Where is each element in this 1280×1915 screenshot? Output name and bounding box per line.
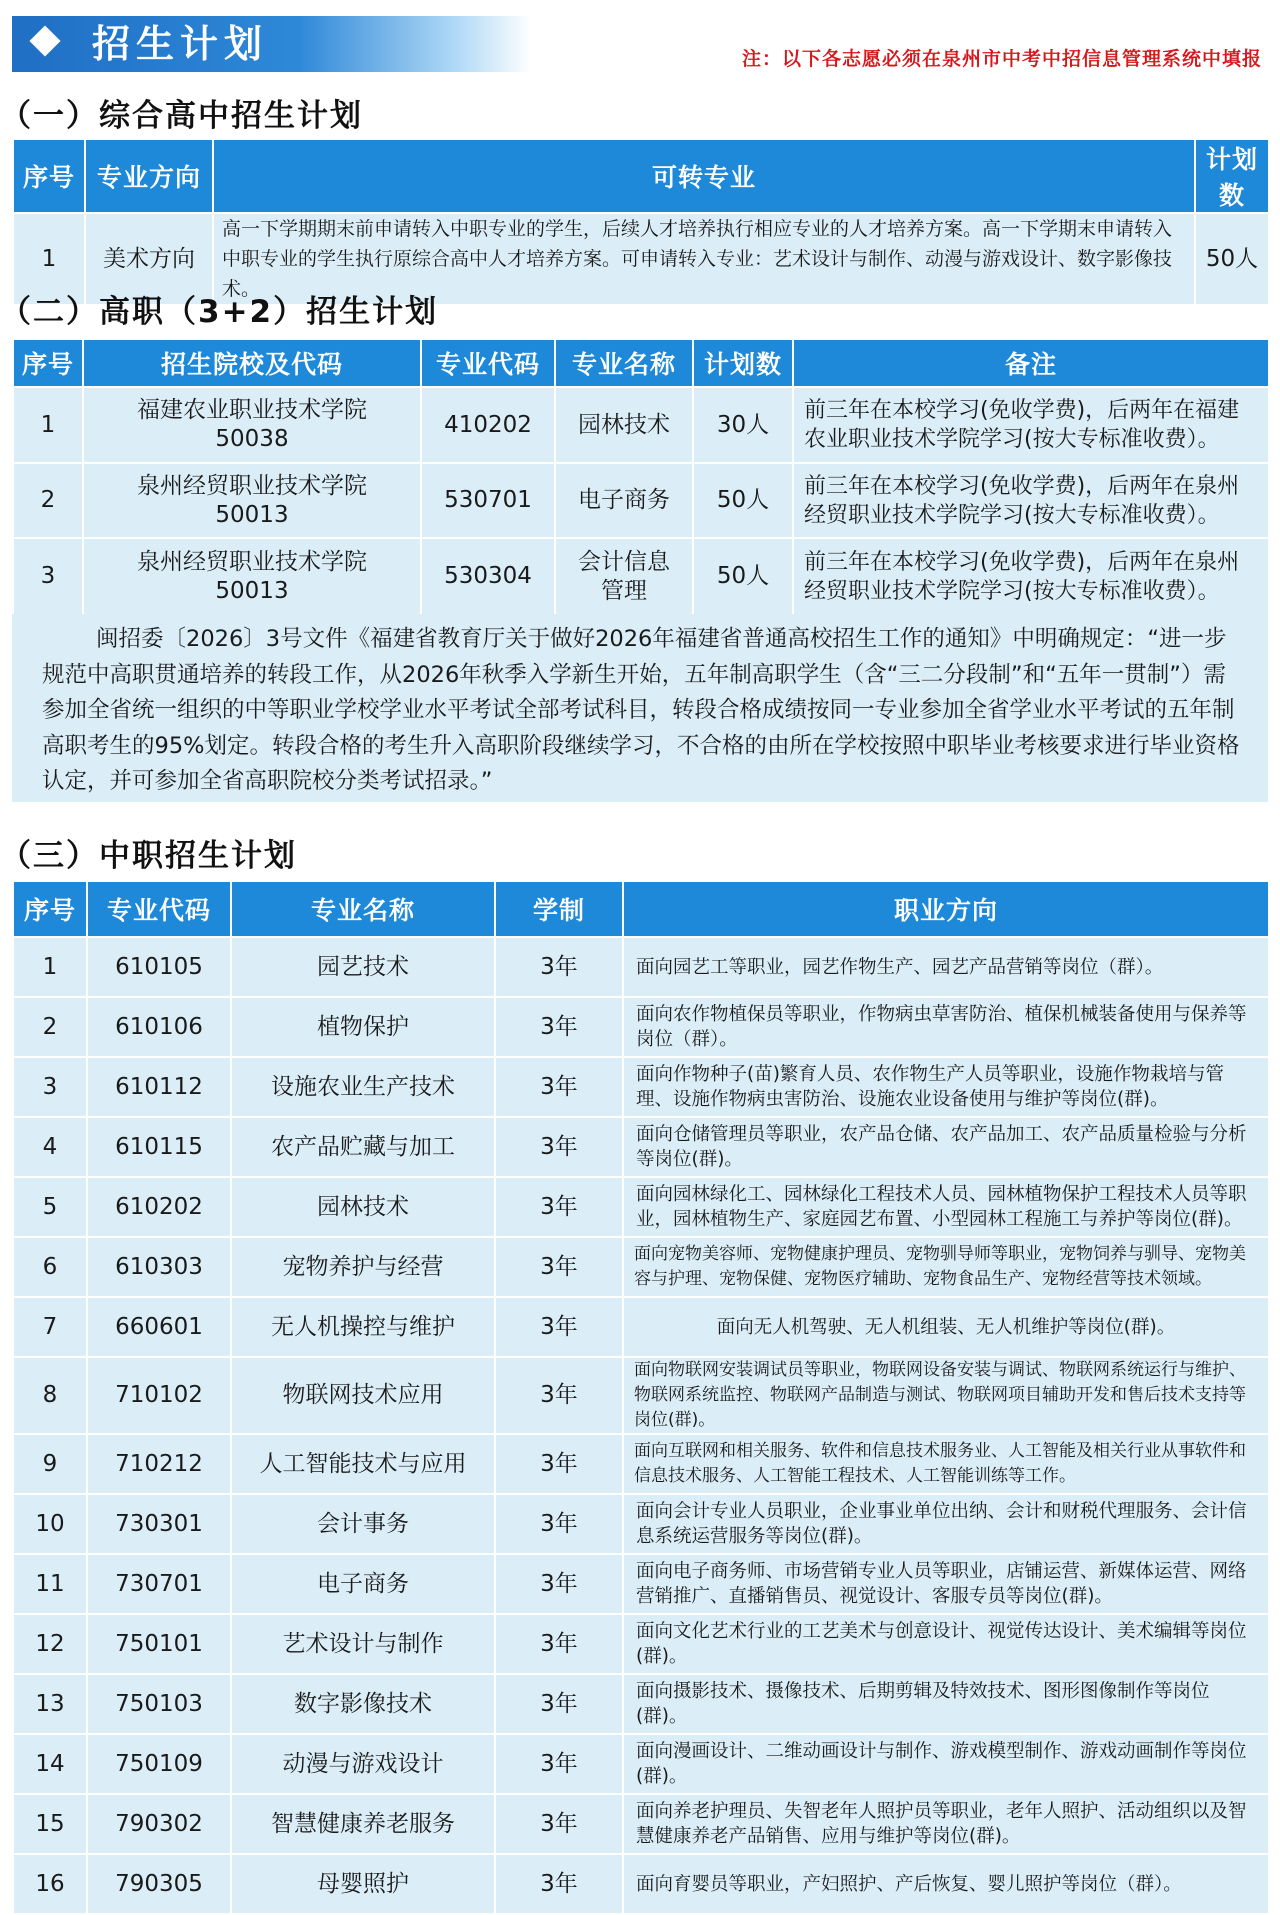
col-header-direction: 专业方向 — [85, 139, 213, 213]
table-row — [13, 538, 1269, 615]
row-years: 3年 — [495, 1237, 623, 1297]
row-no: 12 — [13, 1614, 87, 1674]
col-header-years: 学制 — [495, 881, 623, 937]
table-row — [13, 1734, 1269, 1794]
row-code: 710212 — [87, 1434, 231, 1494]
row-years: 3年 — [495, 1494, 623, 1554]
row-no: 13 — [13, 1674, 87, 1734]
school-code: 50013 — [215, 501, 289, 528]
row-no: 5 — [13, 1177, 87, 1237]
row-career: 面向园林绿化工、园林绿化工程技术人员、园林植物保护工程技术人员等职业，园林植物生产、家庭园艺布置、小型园林工程施工与养护等岗位(群)。 — [623, 1177, 1269, 1237]
row-code: 610303 — [87, 1237, 231, 1297]
row-count: 50人 — [693, 538, 793, 615]
row-no: 4 — [13, 1117, 87, 1177]
row-code: 410202 — [421, 387, 555, 463]
row-years: 3年 — [495, 1794, 623, 1854]
row-no: 2 — [13, 463, 83, 538]
row-no: 11 — [13, 1554, 87, 1614]
table-row — [13, 1494, 1269, 1554]
table-body — [13, 937, 1269, 1914]
col-header-code: 专业代码 — [87, 881, 231, 937]
row-no: 10 — [13, 1494, 87, 1554]
col-header-code: 专业代码 — [421, 339, 555, 387]
row-career: 面向互联网和相关服务、软件和信息技术服务业、人工智能及相关行业从事软件和信息技术服务、人工智能工程技术、人工智能训练等工作。 — [623, 1434, 1269, 1494]
row-career: 面向养老护理员、失智老年人照护员等职业，老年人照护、活动组织以及智慧健康养老产品销售、应用与维护等岗位(群)。 — [623, 1794, 1269, 1854]
table-row — [13, 1177, 1269, 1237]
col-header-no: 序号 — [13, 339, 83, 387]
row-no: 1 — [13, 387, 83, 463]
row-career: 面向作物种子(苗)繁育人员、农作物生产人员等职业，设施作物栽培与管理、设施作物病虫害防治、设施农业设备使用与维护等岗位(群)。 — [623, 1057, 1269, 1117]
school-name: 福建农业职业技术学院 — [137, 397, 367, 423]
row-years: 3年 — [495, 1297, 623, 1357]
col-header-no: 序号 — [13, 881, 87, 937]
row-major-name: 物联网技术应用 — [231, 1357, 495, 1434]
table-row — [13, 463, 1269, 538]
row-code: 750101 — [87, 1614, 231, 1674]
row-years: 3年 — [495, 1674, 623, 1734]
row-career: 面向漫画设计、二维动画设计与制作、游戏模型制作、游戏动画制作等岗位(群)。 — [623, 1734, 1269, 1794]
row-remark: 前三年在本校学习(免收学费)，后两年在福建农业职业技术学院学习(按大专标准收费）。 — [793, 387, 1269, 463]
row-code: 610106 — [87, 997, 231, 1057]
row-years: 3年 — [495, 1434, 623, 1494]
row-major: 园林技术 — [555, 387, 693, 463]
diamond-icon — [29, 25, 60, 56]
row-years: 3年 — [495, 1554, 623, 1614]
row-count: 30人 — [693, 387, 793, 463]
row-no: 2 — [13, 997, 87, 1057]
col-header-career: 职业方向 — [623, 881, 1269, 937]
row-major-name: 设施农业生产技术 — [231, 1057, 495, 1117]
row-code: 730301 — [87, 1494, 231, 1554]
row-major-name: 会计事务 — [231, 1494, 495, 1554]
comprehensive-plan-table — [12, 138, 1270, 306]
row-major-name: 农产品贮藏与加工 — [231, 1117, 495, 1177]
row-no: 3 — [13, 1057, 87, 1117]
row-no: 1 — [13, 937, 87, 997]
col-header-no: 序号 — [13, 139, 85, 213]
table-header-row — [13, 139, 1269, 213]
row-career: 面向育婴员等职业，产妇照护、产后恢复、婴儿照护等岗位（群）。 — [623, 1854, 1269, 1914]
row-major-name: 宠物养护与经营 — [231, 1237, 495, 1297]
row-no: 14 — [13, 1734, 87, 1794]
row-no: 16 — [13, 1854, 87, 1914]
row-no: 7 — [13, 1297, 87, 1357]
table-row — [13, 1614, 1269, 1674]
row-years: 3年 — [495, 937, 623, 997]
row-major-name: 园林技术 — [231, 1177, 495, 1237]
row-career: 面向农作物植保员等职业，作物病虫草害防治、植保机械装备使用与保养等岗位（群）。 — [623, 997, 1269, 1057]
row-major: 会计信息管理 — [555, 538, 693, 615]
row-career: 面向无人机驾驶、无人机组装、无人机维护等岗位(群)。 — [623, 1297, 1269, 1357]
row-code: 790302 — [87, 1794, 231, 1854]
table-row — [13, 1674, 1269, 1734]
col-header-count: 计划数 — [1195, 139, 1269, 213]
row-school — [83, 463, 421, 538]
table-header-row — [13, 339, 1269, 387]
row-code: 710102 — [87, 1357, 231, 1434]
row-career: 面向宠物美容师、宠物健康护理员、宠物驯导师等职业，宠物饲养与驯导、宠物美容与护理、宠物保健、宠物医疗辅助、宠物食品生产、宠物经营等技术领域。 — [623, 1237, 1269, 1297]
row-years: 3年 — [495, 1734, 623, 1794]
table-row — [13, 997, 1269, 1057]
row-no: 15 — [13, 1794, 87, 1854]
table-row — [13, 1554, 1269, 1614]
row-code: 750109 — [87, 1734, 231, 1794]
row-count: 50人 — [693, 463, 793, 538]
table-row — [13, 1854, 1269, 1914]
col-header-remark: 备注 — [793, 339, 1269, 387]
higher-vocational-plan-table — [12, 338, 1270, 616]
row-career: 面向会计专业人员职业，企业事业单位出纳、会计和财税代理服务、会计信息系统运营服务等岗位(群)。 — [623, 1494, 1269, 1554]
row-years: 3年 — [495, 1614, 623, 1674]
row-major: 电子商务 — [555, 463, 693, 538]
row-major-name: 智慧健康养老服务 — [231, 1794, 495, 1854]
row-no: 8 — [13, 1357, 87, 1434]
row-career: 面向摄影技术、摄像技术、后期剪辑及特效技术、图形图像制作等岗位(群)。 — [623, 1674, 1269, 1734]
row-code: 610202 — [87, 1177, 231, 1237]
row-major-name: 动漫与游戏设计 — [231, 1734, 495, 1794]
row-code: 730701 — [87, 1554, 231, 1614]
page-banner — [12, 16, 532, 72]
notice-text: 注：以下各志愿必须在泉州市中考中招信息管理系统中填报 — [741, 48, 1262, 70]
table-row — [13, 1057, 1269, 1117]
row-count: 50人 — [1195, 213, 1269, 305]
row-major-name: 无人机操控与维护 — [231, 1297, 495, 1357]
policy-paragraph: 闽招委〔2026〕3号文件《福建省教育厅关于做好2026年福建省普通高校招生工作的通知》中明确规定：“进一步规范中高职贯通培养的转段工作，从2026年秋季入学新生开始，五年制高职学生（含“三二分段制”和“五年一贯制”）需参加全省统一组织的中等职业学校学业水平考试全部考试科目，转段合格成绩按同一专业参加全省学业水平考试的五年制高职考生的95%划定。转段合格的考生升入高职阶段继续学习，不合格的由所在学校按照中职毕业考核要求进行毕业资格认定，并可参加全省高职院校分类考试招录。” — [12, 614, 1268, 802]
row-years: 3年 — [495, 1854, 623, 1914]
section2-heading: （二）高职（3+2）招生计划 — [0, 294, 439, 330]
col-header-school: 招生院校及代码 — [83, 339, 421, 387]
row-code: 530304 — [421, 538, 555, 615]
row-major-name: 母婴照护 — [231, 1854, 495, 1914]
col-header-major: 专业名称 — [555, 339, 693, 387]
row-years: 3年 — [495, 1357, 623, 1434]
row-major-name: 植物保护 — [231, 997, 495, 1057]
table-row — [13, 1794, 1269, 1854]
row-major-name: 人工智能技术与应用 — [231, 1434, 495, 1494]
row-years: 3年 — [495, 1177, 623, 1237]
table-row — [13, 387, 1269, 463]
school-name: 泉州经贸职业技术学院 — [137, 548, 367, 575]
row-career: 面向园艺工等职业，园艺作物生产、园艺产品营销等岗位（群）。 — [623, 937, 1269, 997]
col-header-transferable: 可转专业 — [213, 139, 1195, 213]
table-row — [13, 937, 1269, 997]
section1-heading: （一）综合高中招生计划 — [0, 98, 363, 134]
row-years: 3年 — [495, 1057, 623, 1117]
row-career: 面向物联网安装调试员等职业，物联网设备安装与调试、物联网系统运行与维护、物联网系统监控、物联网产品制造与测试、物联网项目辅助开发和售后技术支持等岗位(群)。 — [623, 1357, 1269, 1434]
row-direction: 美术方向 — [85, 213, 213, 305]
section3-heading: （三）中职招生计划 — [0, 838, 297, 874]
row-code: 610115 — [87, 1117, 231, 1177]
row-major-name: 艺术设计与制作 — [231, 1614, 495, 1674]
school-code: 50038 — [215, 426, 289, 452]
table-row — [13, 1117, 1269, 1177]
row-remark: 前三年在本校学习(免收学费)，后两年在泉州经贸职业技术学院学习(按大专标准收费）。 — [793, 463, 1269, 538]
row-code: 790305 — [87, 1854, 231, 1914]
row-career: 面向仓储管理员等职业，农产品仓储、农产品加工、农产品质量检验与分析等岗位(群)。 — [623, 1117, 1269, 1177]
table-header-row — [13, 881, 1269, 937]
row-code: 610105 — [87, 937, 231, 997]
row-major-name: 园艺技术 — [231, 937, 495, 997]
row-code: 660601 — [87, 1297, 231, 1357]
row-career: 面向文化艺术行业的工艺美术与创意设计、视觉传达设计、美术编辑等岗位(群)。 — [623, 1614, 1269, 1674]
row-school — [83, 538, 421, 615]
table-row — [13, 1237, 1269, 1297]
row-career: 面向电子商务师、市场营销专业人员等职业，店铺运营、新媒体运营、网络营销推广、直播销售员、视觉设计、客服专员等岗位(群)。 — [623, 1554, 1269, 1614]
school-code: 50013 — [215, 577, 289, 604]
page-title: 招生计划 — [92, 22, 269, 66]
row-code: 610112 — [87, 1057, 231, 1117]
row-no: 1 — [13, 213, 85, 305]
table-row — [13, 1297, 1269, 1357]
row-remark: 前三年在本校学习(免收学费)，后两年在泉州经贸职业技术学院学习(按大专标准收费）。 — [793, 538, 1269, 615]
row-code: 530701 — [421, 463, 555, 538]
row-years: 3年 — [495, 1117, 623, 1177]
table-row — [13, 1357, 1269, 1434]
school-name: 泉州经贸职业技术学院 — [137, 472, 367, 499]
row-description: 高一下学期期末前申请转入中职专业的学生，后续人才培养执行相应专业的人才培养方案。高一下学期末申请转入中职专业的学生执行原综合高中人才培养方案。可申请转入专业：艺术设计与制作、动漫与游戏设计、数字影像技术。 — [213, 213, 1195, 305]
row-major-name: 电子商务 — [231, 1554, 495, 1614]
secondary-vocational-plan-table — [12, 880, 1270, 1915]
col-header-count: 计划数 — [693, 339, 793, 387]
row-no: 6 — [13, 1237, 87, 1297]
row-major-name: 数字影像技术 — [231, 1674, 495, 1734]
row-no: 3 — [13, 538, 83, 615]
table-row — [13, 1434, 1269, 1494]
row-code: 750103 — [87, 1674, 231, 1734]
row-years: 3年 — [495, 997, 623, 1057]
row-no: 9 — [13, 1434, 87, 1494]
col-header-name: 专业名称 — [231, 881, 495, 937]
row-school — [83, 387, 421, 463]
